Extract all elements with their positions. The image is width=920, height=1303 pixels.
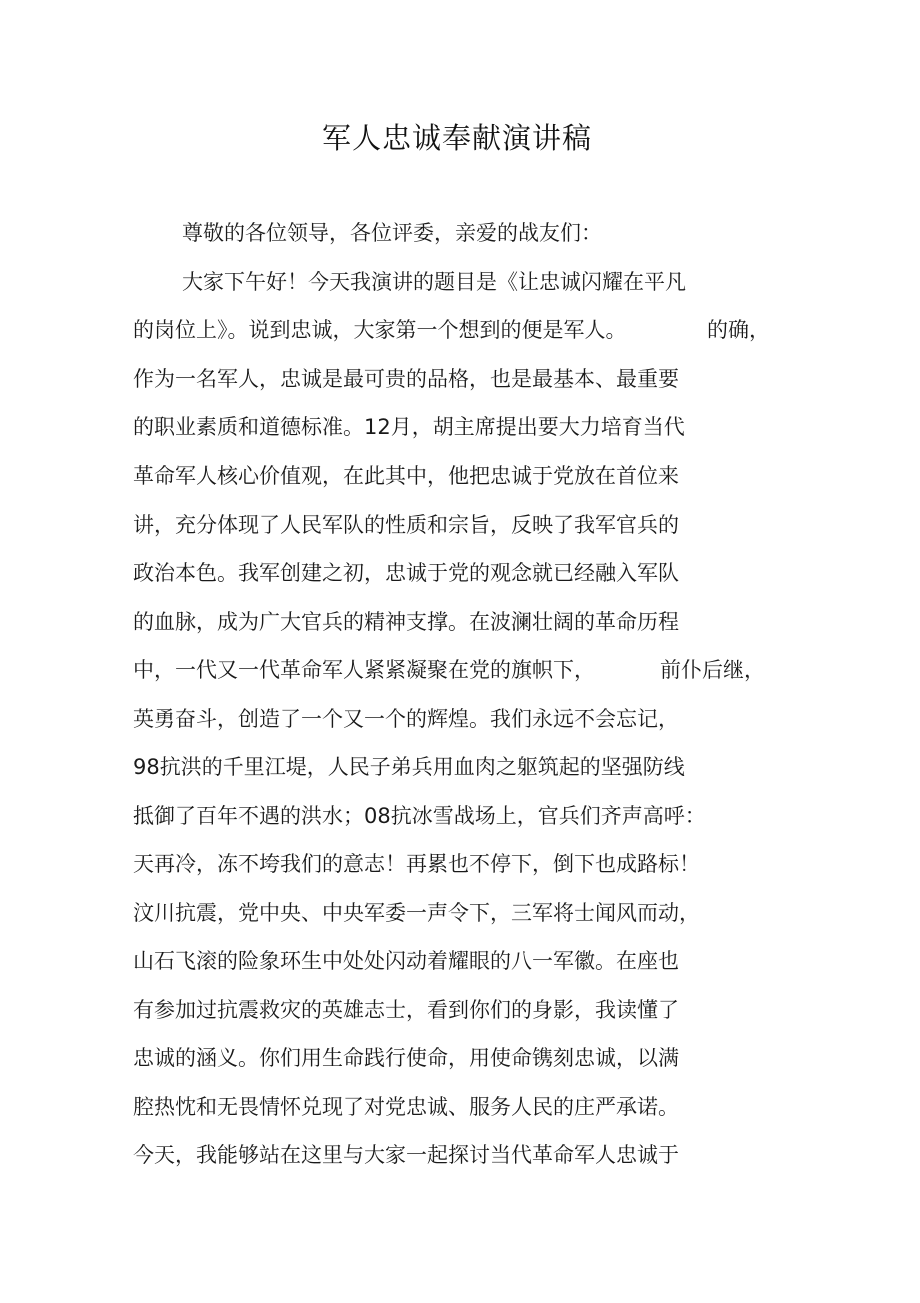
body-line-4 [133, 362, 679, 396]
line-text: 的职业素质和道德标准。12月，胡主席提出要大力培育当代 [133, 415, 685, 439]
line-text: 98抗洪的千里江堤，人民子弟兵用血肉之躯筑起的坚强防线 [133, 755, 685, 779]
line-text: 讲，充分体现了人民军队的性质和宗旨，反映了我军官兵的 [133, 513, 679, 537]
body-line-15 [133, 896, 700, 930]
line-text: 政治本色。我军创建之初，忠诚于党的观念就已经融入军队 [133, 561, 679, 585]
body-line-5 [133, 410, 685, 444]
line-text: 革命军人核心价值观，在此其中，他把忠诚于党放在首位来 [133, 464, 679, 488]
line-text: 山石飞滚的险象环生中处处闪动着耀眼的八一军徽。在座也 [133, 949, 679, 973]
line-text: 英勇奋斗，创造了一个又一个的辉煌。我们永远不会忘记， [133, 707, 679, 731]
line-text: 抵御了百年不遇的洪水；08抗冰雪战场上，官兵们齐声高呼： [133, 804, 706, 828]
line-text: 腔热忱和无畏情怀兑现了对党忠诚、服务人民的庄严承诺。 [133, 1095, 679, 1119]
body-line-19 [133, 1090, 679, 1124]
body-line-17 [133, 993, 679, 1027]
body-line-7 [133, 508, 679, 542]
line-text: 有参加过抗震救灾的英雄志士，看到你们的身影，我读懂了 [133, 998, 679, 1022]
body-line-10 [133, 653, 765, 687]
line-tail-text: 前仆后继， [660, 658, 765, 682]
line-text: 大家下午好！今天我演讲的题目是《让忠诚闪耀在平凡 [182, 270, 686, 294]
body-line-3 [133, 313, 770, 347]
line-text: 的岗位上》。说到忠诚，大家第一个想到的便是军人。 [133, 318, 627, 342]
body-line-16 [133, 944, 679, 978]
body-line-11 [133, 702, 679, 736]
line-text: 的血脉，成为广大官兵的精神支撑。在波澜壮阔的革命历程 [133, 610, 679, 634]
line-tail-text: 的确， [707, 318, 770, 342]
line-text: 作为一名军人，忠诚是最可贵的品格，也是最基本、最重要 [133, 367, 679, 391]
body-line-6 [133, 459, 679, 493]
body-line-9 [133, 605, 679, 639]
body-line-12 [133, 750, 685, 784]
body-line-18 [133, 1041, 679, 1075]
line-text: 尊敬的各位领导，各位评委，亲爱的战友们： [182, 221, 602, 245]
body-line-20 [133, 1138, 679, 1172]
line-text: 天再冷，冻不垮我们的意志！再累也不停下，倒下也成路标！ [133, 852, 700, 876]
body-line-14 [133, 847, 700, 881]
line-text: 汶川抗震，党中央、中央军委一声令下，三军将士闻风而动， [133, 901, 700, 925]
body-line-2 [182, 265, 686, 299]
line-text: 中，一代又一代革命军人紧紧凝聚在党的旗帜下， [133, 658, 595, 682]
body-line-13 [133, 799, 706, 833]
body-line-8 [133, 556, 679, 590]
line-text: 忠诚的涵义。你们用生命践行使命，用使命镌刻忠诚，以满 [133, 1046, 679, 1070]
body-line-1 [182, 216, 602, 250]
line-text: 今天，我能够站在这里与大家一起探讨当代革命军人忠诚于 [133, 1143, 679, 1167]
document-title: 军人忠诚奉献演讲稿 [321, 121, 592, 155]
